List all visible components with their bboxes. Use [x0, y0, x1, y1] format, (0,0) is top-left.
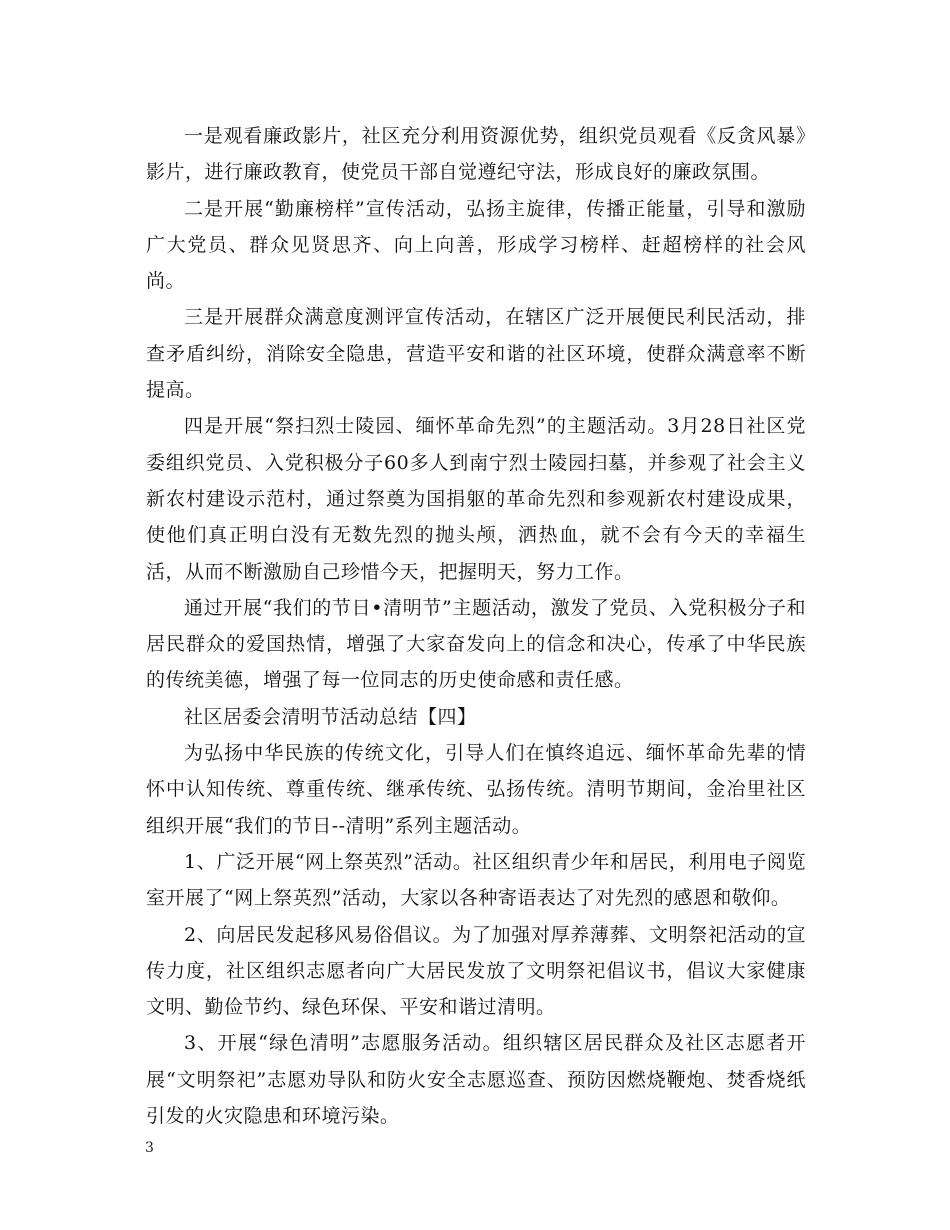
- paragraph-9: 2、向居民发起移风易俗倡议。为了加强对厚养薄葬、文明祭祀活动的宣传力度，社区组织志愿者向广大居民发放了文明祭祀倡议书，倡议大家健康文明、勤俭节约、绿色环保、平安和谐过清明。: [146, 923, 806, 1019]
- paragraph-10: 3、开展“绿色清明”志愿服务活动。组织辖区居民群众及社区志愿者开展“文明祭祀”志愿劝导队和防火安全志愿巡查、预防因燃烧鞭炮、焚香烧纸引发的火灾隐患和环境污染。: [146, 1032, 806, 1128]
- page-number: 3: [145, 1140, 154, 1156]
- paragraph-4: 四是开展“祭扫烈士陵园、缅怀革命先烈”的主题活动。3月28日社区党委组织党员、入党积极分子60多人到南宁烈士陵园扫墓，并参观了社会主义新农村建设示范村，通过祭奠为国捐躯的革命先烈和参观新农村建设成果，使他们真正明白没有无数先烈的抛头颅，洒热血，就不会有今天的幸福生活，从而不断激励自己珍惜今天，把握明天，努力工作。: [146, 415, 806, 583]
- paragraph-8: 1、广泛开展“网上祭英烈”活动。社区组织青少年和居民，利用电子阅览室开展了“网上祭英烈”活动，大家以各种寄语表达了对先烈的感恩和敬仰。: [146, 850, 806, 910]
- paragraph-3: 三是开展群众满意度测评宣传活动，在辖区广泛开展便民利民活动，排查矛盾纠纷，消除安全隐患，营造平安和谐的社区环境，使群众满意率不断提高。: [146, 306, 806, 402]
- section-heading: 社区居委会清明节活动总结【四】: [184, 705, 477, 728]
- paragraph-5: 通过开展“我们的节日•清明节”主题活动，激发了党员、入党积极分子和居民群众的爱国热情，增强了大家奋发向上的信念和决心，传承了中华民族的传统美德，增强了每一位同志的历史使命感和责任感。: [146, 596, 806, 692]
- paragraph-7: 为弘扬中华民族的传统文化，引导人们在慎终追远、缅怀革命先辈的情怀中认知传统、尊重传统、继承传统、弘扬传统。清明节期间，金冶里社区组织开展“我们的节日--清明”系列主题活动。: [146, 742, 806, 837]
- paragraph-2: 二是开展“勤廉榜样”宣传活动，弘扬主旋律，传播正能量，引导和激励广大党员、群众见贤思齐、向上向善，形成学习榜样、赶超榜样的社会风尚。: [146, 197, 806, 293]
- paragraph-1: 一是观看廉政影片，社区充分利用资源优势，组织党员观看《反贪风暴》影片，进行廉政教育，使党员干部自觉遵纪守法，形成良好的廉政氛围。: [146, 125, 806, 184]
- document-body: [146, 118, 806, 1134]
